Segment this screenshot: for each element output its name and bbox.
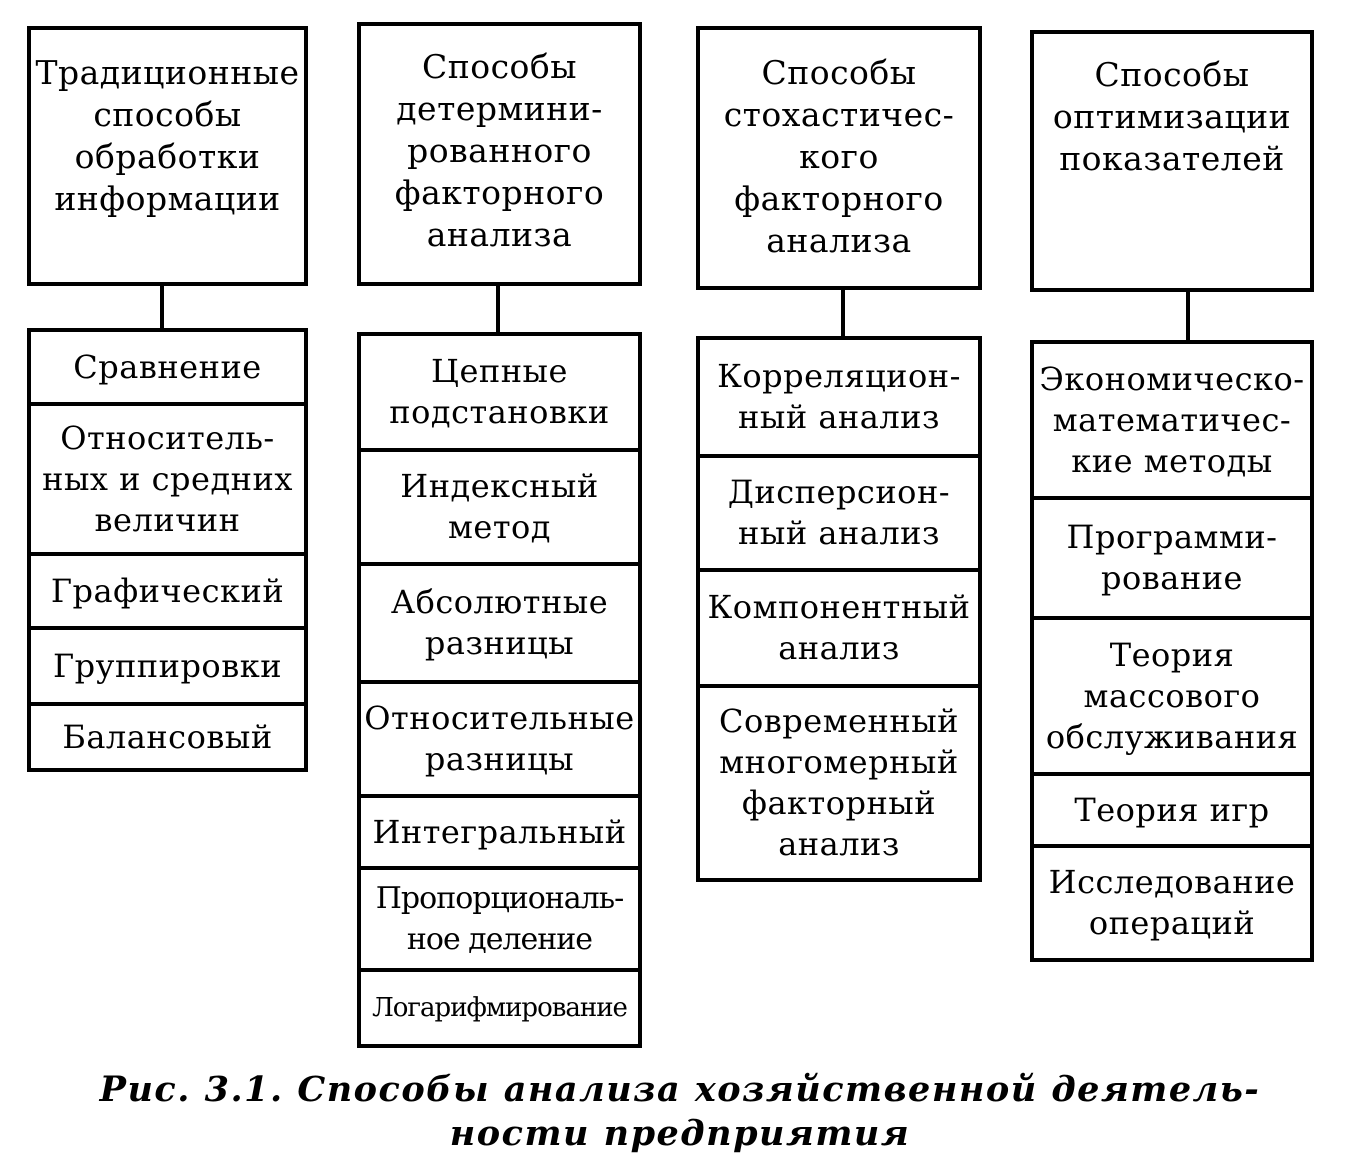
- method-item: Корреляцион- ный анализ: [700, 340, 978, 458]
- method-item: Программи- рование: [1034, 500, 1310, 620]
- method-list-stochastic: [696, 336, 982, 882]
- header-title: Способы оптимизации показателей: [1052, 55, 1292, 178]
- connector-line: [841, 290, 845, 336]
- header-title: Способы детермини- рованного факторного анализа: [394, 47, 605, 254]
- method-item: Сравнение: [31, 332, 304, 406]
- method-item: Логарифмирование: [372, 992, 627, 1023]
- column-optimization: [1030, 30, 1314, 962]
- method-item: Графический: [31, 556, 304, 630]
- method-item: Интегральный: [361, 798, 638, 870]
- method-item: Балансовый: [62, 717, 273, 756]
- method-item: Компонентный анализ: [700, 572, 978, 688]
- header-box-deterministic: [357, 22, 642, 286]
- header-box-traditional: [27, 26, 308, 286]
- header-box-stochastic: [696, 26, 982, 290]
- method-item: Исследование операций: [1048, 863, 1296, 942]
- header-title: Способы стохастичес- кого факторного анализа: [723, 53, 955, 260]
- header-title: Традиционные способы обработки информации: [35, 53, 300, 218]
- connector-line: [496, 286, 500, 332]
- method-item: Современный многомерный факторный анализ: [719, 702, 959, 863]
- header-box-optimization: [1030, 30, 1314, 292]
- figure-caption: Рис. 3.1. Способы анализа хозяйственной деятель- ности предприятия: [99, 1069, 1261, 1154]
- method-item: Цепные подстановки: [361, 336, 638, 452]
- connector-line: [160, 286, 164, 328]
- method-item: Группировки: [31, 630, 304, 706]
- method-item: Относитель- ных и средних величин: [31, 406, 304, 556]
- method-list-deterministic: [357, 332, 642, 1048]
- method-item: Абсолютные разницы: [361, 566, 638, 684]
- method-list-traditional: [27, 328, 308, 772]
- column-stochastic: [696, 26, 982, 882]
- method-item: Пропорциональ- ное деление: [361, 870, 638, 972]
- method-item: Относительные разницы: [361, 684, 638, 798]
- column-deterministic: [357, 22, 642, 1048]
- method-list-optimization: [1030, 340, 1314, 962]
- method-item: Дисперсион- ный анализ: [700, 458, 978, 572]
- method-item: Индексный метод: [361, 452, 638, 566]
- connector-line: [1186, 292, 1190, 340]
- method-item: Теория игр: [1034, 776, 1310, 848]
- column-traditional: [27, 26, 308, 772]
- method-item: Экономическо- математичес- кие методы: [1034, 344, 1310, 500]
- method-item: Теория массового обслуживания: [1034, 620, 1310, 776]
